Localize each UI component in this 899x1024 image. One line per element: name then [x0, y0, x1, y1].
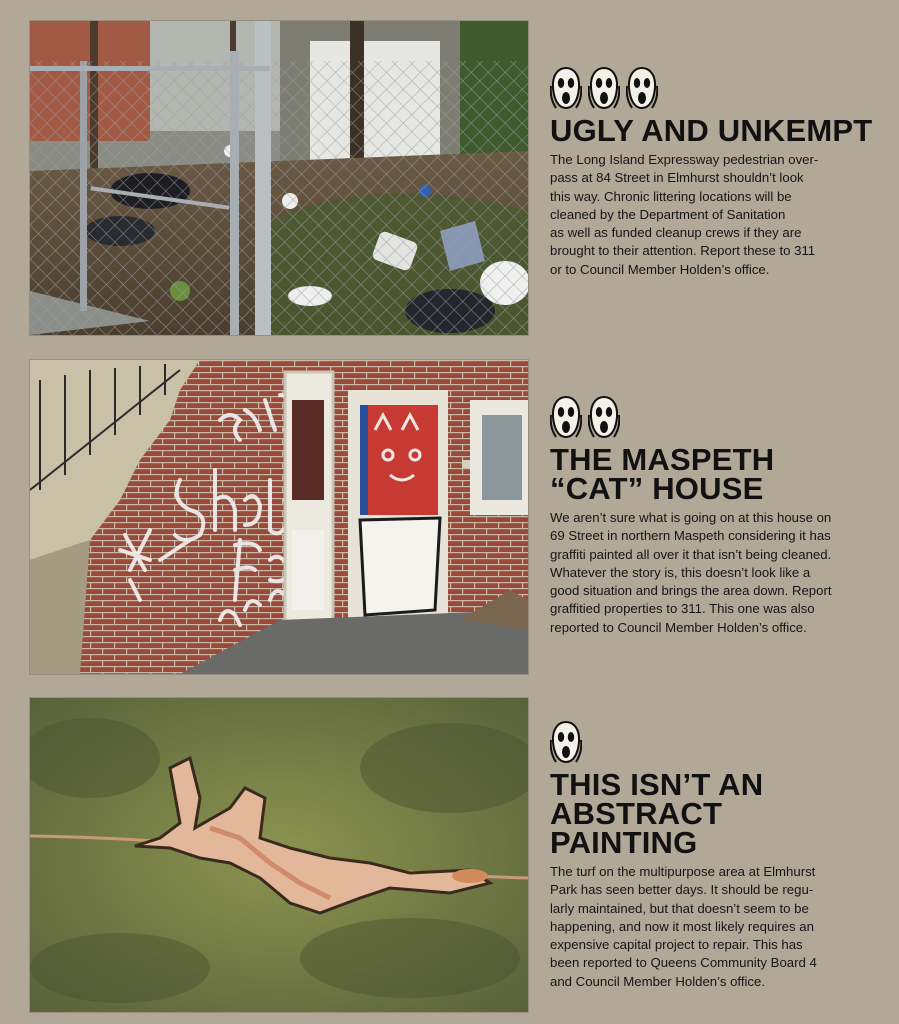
body-line: Park has seen better days. It should be regu-: [550, 882, 814, 898]
scream-face-icon: [550, 720, 582, 764]
scream-face-icon: [550, 66, 582, 110]
body-line: reported to Council Member Holden’s office.: [550, 619, 807, 635]
rating-scream-icons: [550, 66, 885, 112]
article-body: [550, 509, 885, 637]
headline-line: UGLY AND UNKEMPT: [550, 113, 873, 148]
body-line: and Council Member Holden’s office.: [550, 973, 766, 989]
body-line: graffiti painted all over it that isn’t being cleaned.: [550, 546, 832, 562]
body-line: 69 Street in northern Maspeth considering it has: [550, 528, 831, 544]
headline: [550, 113, 885, 148]
photo-torn-turf: [30, 698, 528, 1012]
body-line: pass at 84 Street in Elmhurst shouldn’t look: [550, 170, 804, 186]
body-line: The turf on the multipurpose area at Elmhurst: [550, 864, 816, 879]
littered-lot-image: [30, 21, 528, 335]
rating-scream-icons: [550, 395, 885, 441]
headline-line: THE MASPETH: [550, 442, 775, 477]
headline-line: ABSTRACT: [550, 796, 723, 831]
body-line: happening, and now it most likely requires an: [550, 918, 814, 934]
scream-face-icon: [626, 66, 658, 110]
body-line: cleaned by the Department of Sanitation: [550, 206, 786, 222]
torn-turf-image: [30, 698, 528, 1012]
cat-house-image: [30, 360, 528, 674]
body-line: The Long Island Expressway pedestrian over-: [550, 152, 819, 167]
article-ugly-and-unkempt: [550, 66, 885, 279]
body-line: or to Council Member Holden’s office.: [550, 261, 770, 277]
body-line: graffitied properties to 311. This one was also: [550, 601, 815, 617]
article-maspeth-cat-house: [550, 395, 885, 637]
body-line: expensive capital project to repair. This has: [550, 937, 803, 953]
headline: [550, 767, 885, 860]
rating-scream-icons: [550, 720, 885, 766]
headline-line: PAINTING: [550, 825, 698, 860]
article-body: [550, 863, 885, 991]
scream-face-icon: [550, 395, 582, 439]
headline-line: “CAT” HOUSE: [550, 471, 764, 506]
body-line: brought to their attention. Report these to 311: [550, 243, 816, 259]
body-line: larly maintained, but that doesn’t seem to be: [550, 900, 809, 916]
body-line: as well as funded cleanup crews if they are: [550, 225, 802, 241]
body-line: been reported to Queens Community Board 4: [550, 955, 817, 971]
body-line: good situation and brings the area down. Report: [550, 583, 832, 599]
headline-line: THIS ISN’T AN: [550, 767, 764, 802]
photo-cat-house: [30, 360, 528, 674]
body-line: We aren’t sure what is going on at this house on: [550, 510, 832, 525]
scream-face-icon: [588, 66, 620, 110]
body-line: Whatever the story is, this doesn’t look like a: [550, 564, 811, 580]
article-abstract-painting: [550, 720, 885, 991]
scream-face-icon: [588, 395, 620, 439]
article-body: [550, 151, 885, 279]
body-line: this way. Chronic littering locations will be: [550, 188, 792, 204]
headline: [550, 442, 885, 506]
photo-littered-lot: [30, 21, 528, 335]
